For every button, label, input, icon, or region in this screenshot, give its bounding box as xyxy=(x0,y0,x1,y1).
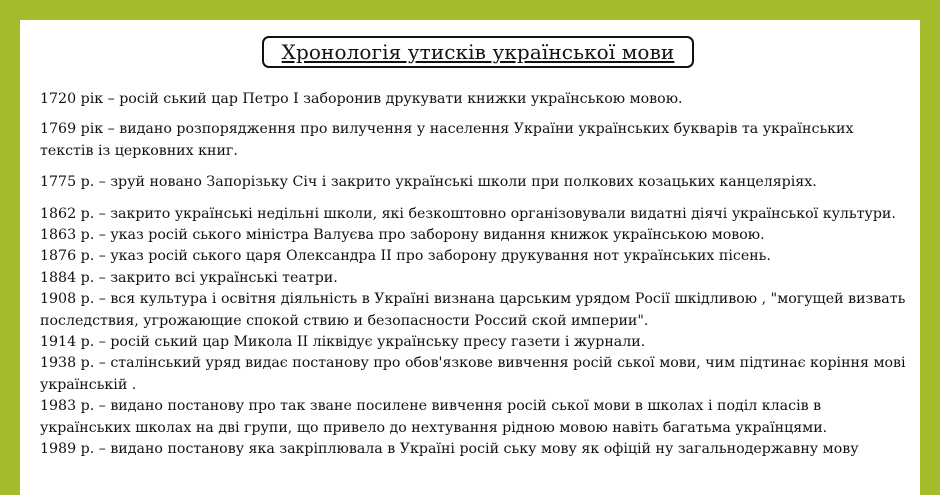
list-item xyxy=(40,353,908,396)
event-year: 1908 xyxy=(40,291,77,308)
event-year: 1775 xyxy=(40,174,77,191)
title-box xyxy=(262,36,694,68)
event-text: р. – закрито українські недільні школи, які безкоштовно організовували видатні діячі української культури. xyxy=(76,205,896,222)
event-year: 1938 xyxy=(40,355,77,372)
event-text: р. – видано постанову про так зване посилене вивчення росій ської мови в школах і поділ класів в українських школах на дві групи, що привело до нехтування рідною мовою навіть багатьма українцями. xyxy=(40,398,828,436)
event-year: 1983 xyxy=(40,398,77,415)
list-item xyxy=(40,119,908,162)
event-year: 1862 xyxy=(40,205,77,222)
event-text: р. – закрито всі українські театри. xyxy=(76,269,338,286)
list-item xyxy=(40,268,908,289)
slide xyxy=(20,20,920,495)
event-text: рік – росій ський цар Петро І заборонив друкувати книжки українською мовою. xyxy=(76,91,683,107)
list-item xyxy=(40,225,908,246)
event-year: 1914 xyxy=(40,334,77,351)
event-text: р. – росій ський цар Микола ІІ ліквідує українську пресу газети і журнали. xyxy=(76,334,646,351)
list-item xyxy=(40,332,908,353)
event-text: р. – вся культура і освітня діяльність в Україні визнана царським урядом Росії шкідливою , "могущей визвать последствия, угрожающие спокой ствию и безопасности Россий ской империи". xyxy=(40,291,906,329)
event-year: 1876 xyxy=(40,248,77,265)
list-item xyxy=(40,204,908,225)
slide-title: Хронологія утисків української мови xyxy=(281,40,675,64)
list-item xyxy=(40,172,908,193)
events-list xyxy=(40,89,908,461)
list-item xyxy=(40,89,908,110)
event-year: 1720 xyxy=(40,91,77,107)
event-text: р. – указ росій ського царя Олександра ІІ про заборону друкування нот українських пісень. xyxy=(76,248,771,265)
event-text: р. – зруй новано Запорізьку Січ і закрито українські школи при полкових козацьких канцеляріях. xyxy=(76,174,817,191)
event-text: р. – видано постанову яка закріплювала в Україні росій ську мову як офіцій ну загальнодержавну мову xyxy=(76,441,859,458)
list-item xyxy=(40,289,908,332)
list-item xyxy=(40,246,908,267)
list-item xyxy=(40,439,908,460)
event-year: 1989 xyxy=(40,441,77,458)
event-text: р. – указ росій ського міністра Валуєва про заборону видання книжок українською мовою. xyxy=(76,227,765,244)
event-text: рік – видано розпорядження про вилучення у населення України українських букварів та українських текстів із церковних книг. xyxy=(40,121,854,159)
event-year: 1884 xyxy=(40,269,77,286)
event-year: 1863 xyxy=(40,227,77,244)
event-year: 1769 xyxy=(40,121,77,138)
list-item xyxy=(40,396,908,439)
event-text: р. – сталінський уряд видає постанову про обов'язкове вивчення росій ської мови, чим підтинає коріння мові українській . xyxy=(40,355,906,393)
